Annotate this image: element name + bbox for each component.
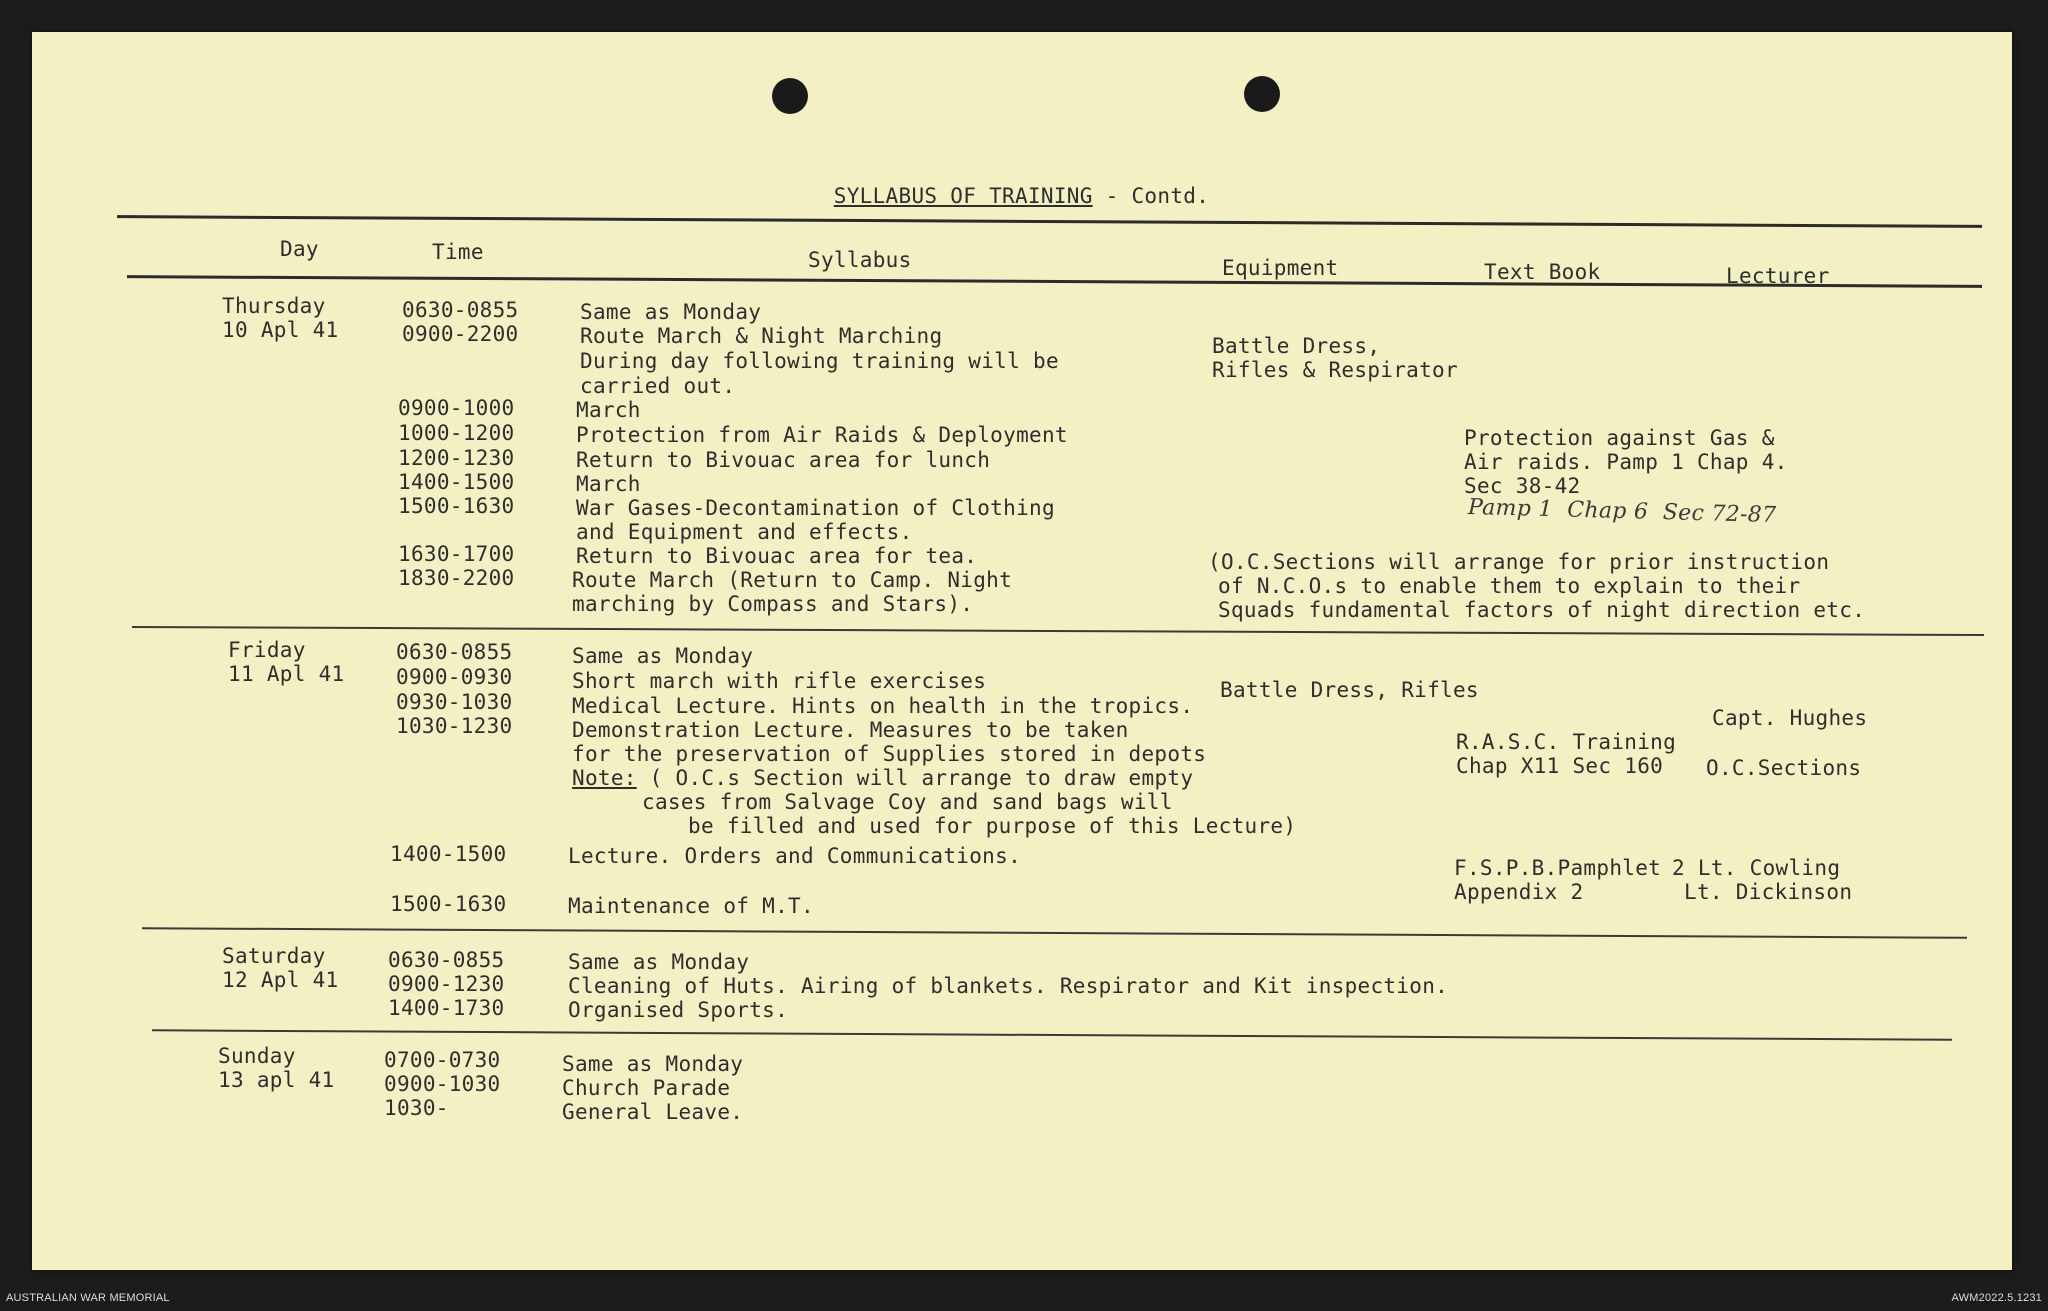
- row-divider: [132, 626, 1984, 636]
- thursday-syllabus-line: March: [576, 472, 641, 496]
- saturday-syllabus-line: Organised Sports.: [568, 998, 789, 1022]
- thursday-text-book: Sec 38-42: [1464, 474, 1581, 498]
- thursday-note-line: of N.C.O.s to enable them to explain to their: [1218, 574, 1801, 598]
- sunday-syllabus-line: Church Parade: [562, 1076, 731, 1100]
- saturday-time: 0630-0855: [388, 948, 505, 972]
- thursday-text-book: Protection against Gas &: [1464, 426, 1775, 450]
- thursday-syllabus-line: marching by Compass and Stars).: [572, 592, 974, 616]
- header-rule-bottom: [127, 275, 1982, 288]
- thursday-syllabus-line: Same as Monday: [580, 300, 762, 324]
- friday-syllabus-line: for the preservation of Supplies stored in depots: [572, 742, 1207, 766]
- thursday-syllabus-line: During day following training will be: [580, 349, 1059, 373]
- thursday-time: 1500-1630: [398, 494, 515, 518]
- thursday-syllabus-line: carried out.: [580, 374, 736, 398]
- thursday-equipment: Rifles & Respirator: [1212, 358, 1458, 382]
- friday-note: [572, 766, 1193, 790]
- friday-time: 1030-1230: [396, 714, 513, 738]
- punch-hole-right: [1244, 76, 1280, 112]
- friday-time: 0900-0930: [396, 665, 513, 689]
- friday-time: 1500-1630: [390, 892, 507, 916]
- saturday-time: 1400-1730: [388, 996, 505, 1020]
- saturday-date: 12 Apl 41: [222, 968, 339, 992]
- friday-syllabus-line: Short march with rifle exercises: [572, 669, 987, 693]
- friday-date: 11 Apl 41: [228, 662, 345, 686]
- saturday-syllabus-line: Cleaning of Huts. Airing of blankets. Respirator and Kit inspection.: [568, 974, 1449, 998]
- title-main: SYLLABUS OF TRAINING: [833, 184, 1093, 208]
- friday-syllabus-line: Same as Monday: [572, 644, 754, 668]
- thursday-syllabus-line: Protection from Air Raids & Deployment: [576, 423, 1068, 447]
- thursday-syllabus-line: Return to Bivouac area for tea.: [576, 544, 978, 568]
- friday-syllabus-line: Medical Lecture. Hints on health in the tropics.: [572, 694, 1194, 718]
- friday-text-book: Chap X11 Sec 160: [1456, 754, 1664, 778]
- thursday-syllabus-line: Route March (Return to Camp. Night: [572, 568, 1013, 592]
- thursday-time: 1200-1230: [398, 446, 515, 470]
- sunday-time: 0900-1030: [384, 1072, 501, 1096]
- thursday-syllabus-line: March: [576, 398, 641, 422]
- thursday-text-book: Air raids. Pamp 1 Chap 4.: [1464, 450, 1788, 474]
- thursday-syllabus-line: and Equipment and effects.: [576, 520, 913, 544]
- thursday-date: 10 Apl 41: [222, 318, 339, 342]
- friday-note-line: be filled and used for purpose of this Lecture): [688, 814, 1297, 838]
- row-divider: [152, 1029, 1952, 1040]
- header-day: Day: [280, 237, 319, 261]
- document-page: [32, 32, 2012, 1270]
- sunday-time: 0700-0730: [384, 1048, 501, 1072]
- friday-time: 0630-0855: [396, 640, 513, 664]
- friday-syllabus-line: Lecture. Orders and Communications.: [568, 844, 1022, 868]
- thursday-time: 1830-2200: [398, 566, 515, 590]
- thursday-time: 0630-0855: [402, 298, 519, 322]
- friday-lecturer: Lt. Dickinson: [1684, 880, 1853, 904]
- header-time: Time: [432, 240, 484, 264]
- friday-note-label: Note:: [572, 766, 637, 790]
- thursday-syllabus-line: Return to Bivouac area for lunch: [576, 448, 991, 472]
- friday-note-line: cases from Salvage Coy and sand bags will: [642, 790, 1173, 814]
- friday-day: Friday: [228, 638, 306, 662]
- header-syllabus: Syllabus: [808, 248, 912, 272]
- friday-lecturer: 2 Lt. Cowling: [1672, 856, 1841, 880]
- thursday-syllabus-line: Route March & Night Marching: [580, 324, 943, 348]
- saturday-time: 0900-1230: [388, 972, 505, 996]
- friday-time: 0930-1030: [396, 690, 513, 714]
- friday-equipment: Battle Dress, Rifles: [1220, 678, 1479, 702]
- sunday-syllabus-line: Same as Monday: [562, 1052, 744, 1076]
- thursday-time: 0900-1000: [398, 396, 515, 420]
- friday-syllabus-line: Demonstration Lecture. Measures to be taken: [572, 718, 1129, 742]
- thursday-syllabus-line: War Gases-Decontamination of Clothing: [576, 496, 1055, 520]
- friday-syllabus-line: Maintenance of M.T.: [568, 894, 814, 918]
- footer-catalogue-id: AWM2022.5.1231: [1951, 1292, 2042, 1304]
- thursday-day: Thursday: [222, 294, 326, 318]
- thursday-handwritten-reference: Pamp 1 Chap 6 Sec 72-87: [1467, 494, 1777, 529]
- thursday-time: 1400-1500: [398, 470, 515, 494]
- thursday-time: 1000-1200: [398, 421, 515, 445]
- thursday-time: 1630-1700: [398, 542, 515, 566]
- header-lecturer: Lecturer: [1726, 264, 1830, 288]
- footer-archive-name: AUSTRALIAN WAR MEMORIAL: [6, 1292, 170, 1304]
- title-suffix: - Contd.: [1092, 184, 1210, 208]
- punch-hole-left: [772, 78, 808, 114]
- sunday-day: Sunday: [218, 1044, 296, 1068]
- header-equipment: Equipment: [1222, 256, 1339, 280]
- sunday-time: 1030-: [384, 1096, 449, 1120]
- thursday-note-line: (O.C.Sections will arrange for prior instruction: [1208, 550, 1830, 574]
- friday-text-book: R.A.S.C. Training: [1456, 730, 1677, 754]
- thursday-time: 0900-2200: [402, 322, 519, 346]
- friday-time: 1400-1500: [390, 842, 507, 866]
- friday-note-text: ( O.C.s Section will arrange to draw empty: [636, 766, 1194, 790]
- header-text-book: Text Book: [1484, 260, 1601, 284]
- friday-text-book: F.S.P.B.Pamphlet: [1454, 856, 1662, 880]
- sunday-date: 13 apl 41: [218, 1068, 335, 1092]
- thursday-note-line: Squads fundamental factors of night direction etc.: [1218, 598, 1866, 622]
- saturday-day: Saturday: [222, 944, 326, 968]
- thursday-equipment: Battle Dress,: [1212, 334, 1381, 358]
- friday-lecturer: Capt. Hughes: [1712, 706, 1868, 730]
- friday-text-book: Appendix 2: [1454, 880, 1584, 904]
- row-divider: [142, 927, 1967, 939]
- friday-lecturer: O.C.Sections: [1706, 756, 1862, 780]
- saturday-syllabus-line: Same as Monday: [568, 950, 750, 974]
- sunday-syllabus-line: General Leave.: [562, 1100, 744, 1124]
